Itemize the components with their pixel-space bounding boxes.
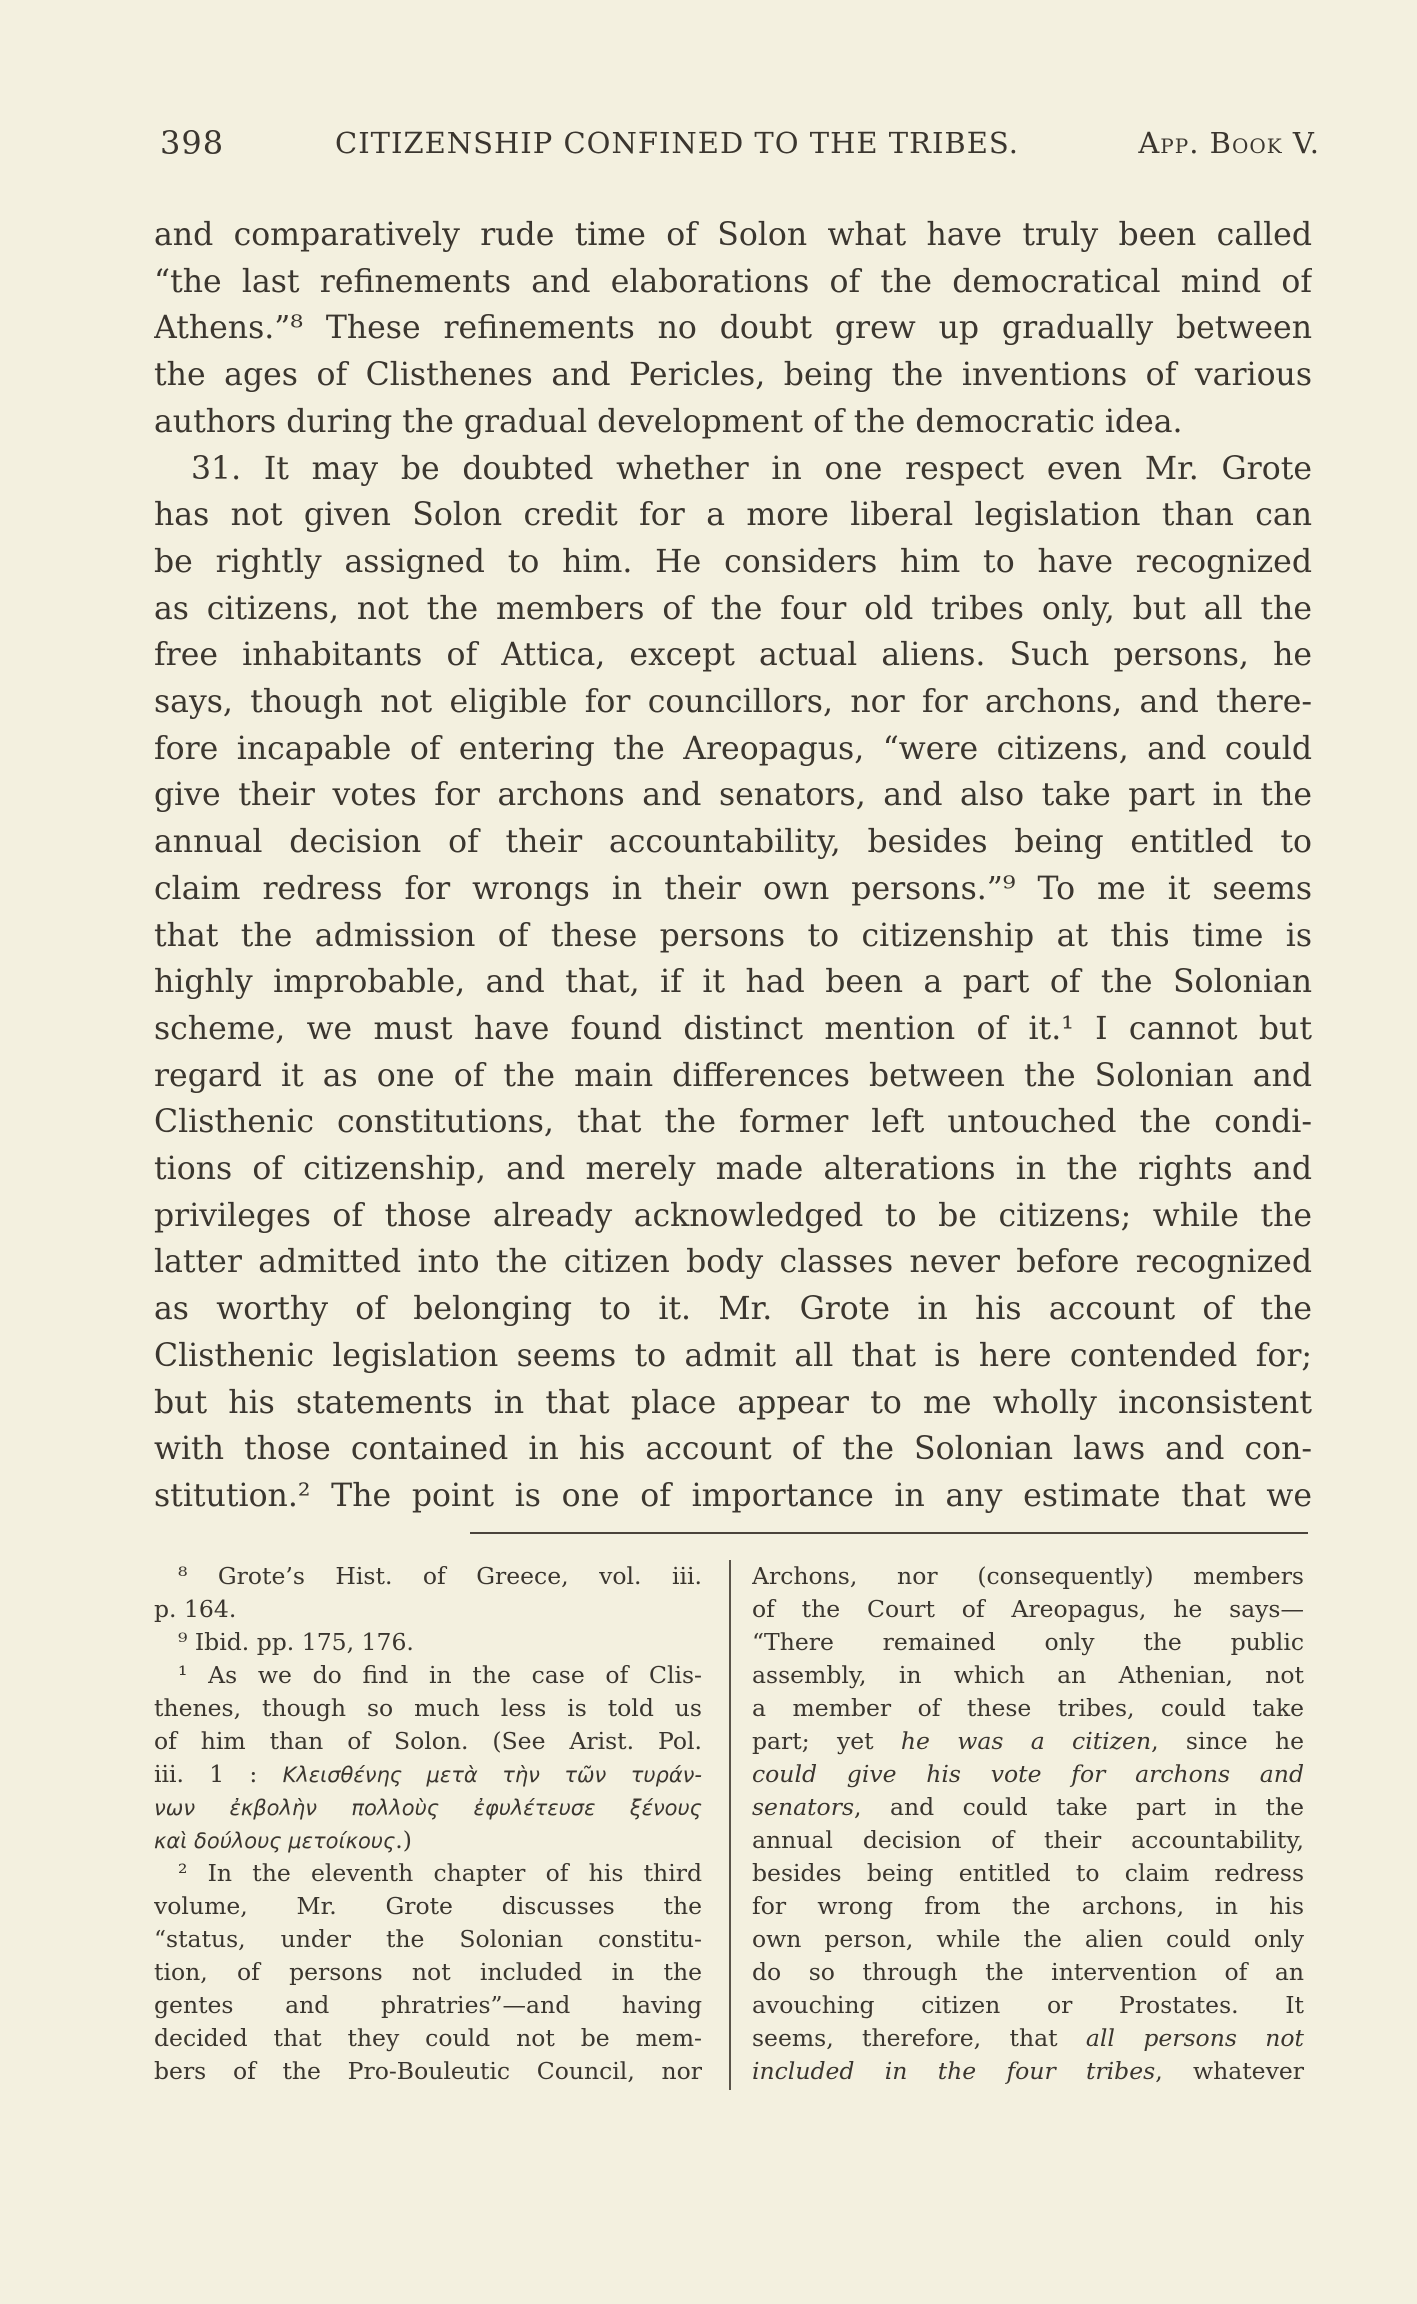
footnote-line [752,1890,1304,1923]
footnote-line [752,1989,1304,2022]
footnote-text: assembly, in which an Athenian, not [752,1661,1304,1689]
footnote-text: for wrong from the archons, in his [752,1892,1304,1920]
footnote-line [154,1989,702,2022]
footnote-line [154,1659,702,1692]
body-line: with those contained in his account of the Solonian laws and con- [154,1431,1312,1468]
footnote-line [752,2022,1304,2055]
book-reference: App. Book V. [1138,126,1320,160]
footnote-line [752,1824,1304,1857]
body-line: give their votes for archons and senators, and also take part in the [154,777,1312,814]
greek-quotation: καὶ δούλους μετοίκους [154,1829,396,1853]
footnote-line [154,2055,702,2088]
footnote-line [154,1758,702,1791]
footnote-line [752,1659,1304,1692]
footnote-line [752,1593,1304,1626]
footnote-text: own person, while the alien could only [752,1925,1304,1953]
body-line: annual decision of their accountability, besides being entitled to [154,824,1312,861]
running-title: CITIZENSHIP CONFINED TO THE TRIBES. [335,126,1019,160]
body-line: highly improbable, and that, if it had been a part of the Solonian [154,964,1312,1001]
italic-text: senators [752,1793,854,1821]
footnote-text: ² In the eleventh chapter of his third [178,1859,702,1887]
body-line: stitution.² The point is one of importance in any estimate that we [154,1477,1312,1514]
footnote-line [154,2022,702,2055]
footnote-text: “There remained only the public [752,1628,1304,1656]
footnote-text: of the Court of Areopagus, he says— [752,1595,1304,1623]
footnote-text: a member of these tribes, could take [752,1694,1304,1722]
greek-quotation: νων ἐκβολὴν πολλοὺς ἐφυλέτευσε ξένους [154,1796,702,1820]
footnote-text: avouching citizen or Prostates. It [752,1991,1304,2019]
footnote-text: do so through the intervention of an [752,1958,1304,1986]
footnote-line [154,1560,702,1593]
greek-quotation: Κλεισθένης μετὰ τὴν τῶν τυράν- [282,1763,702,1787]
body-line: authors during the gradual development of the democratic idea. [154,403,1183,440]
body-line: has not given Solon credit for a more liberal legislation than can [154,497,1312,534]
italic-text: he was a citizen [900,1727,1152,1755]
footnote-line [154,1824,702,1857]
footnote-line [154,1923,702,1956]
footnote-text: ⁸ Grote’s Hist. of Greece, vol. iii. [178,1562,702,1590]
body-line: but his statements in that place appear to me wholly inconsistent [154,1384,1312,1421]
body-line: Clisthenic constitutions, that the former left untouched the condi- [154,1104,1312,1141]
footnote-line [752,2055,1304,2088]
page-number: 398 [160,124,225,162]
footnote-line [752,1626,1304,1659]
footnote-line [154,1890,702,1923]
footnote-text: part; yet [752,1727,901,1755]
italic-text: included in the four tribes [752,2057,1156,2085]
footnote-text: of him than of Solon. (See Arist. Pol. [154,1727,702,1755]
running-header [160,124,1320,168]
body-line: Athens.”⁸ These refinements no doubt grew up gradually between [154,310,1312,347]
body-line: fore incapable of entering the Areopagus, “were citizens, and could [154,730,1312,767]
body-line: latter admitted into the citizen body classes never before recognized [154,1244,1312,1281]
footnote-text: Archons, nor (consequently) members [752,1562,1304,1590]
footnote-text: , and could take part in the [854,1793,1304,1821]
footnote-text: bers of the Pro-Bouleutic Council, nor [154,2057,702,2085]
footnote-text: tion, of persons not included in the [154,1958,702,1986]
footnote-text: volume, Mr. Grote discusses the [154,1892,702,1920]
body-line: privileges of those already acknowledged to be citizens; while the [154,1197,1312,1234]
body-line: regard it as one of the main differences between the Solonian and [154,1057,1312,1094]
body-line: Clisthenic legislation seems to admit all that is here contended for; [154,1337,1312,1374]
footnote-line [752,1956,1304,1989]
footnote-text: seems, therefore, that [752,2024,1086,2052]
body-line: as worthy of belonging to it. Mr. Grote in his account of the [154,1291,1312,1328]
body-line: the ages of Clisthenes and Pericles, being the inventions of various [154,357,1312,394]
footnote-text: p. 164. [154,1595,237,1623]
footnote-text: .) [395,1826,412,1854]
footnote-line [752,1692,1304,1725]
footnote-text: ⁹ Ibid. pp. 175, 176. [178,1628,414,1656]
footnote-text: , whatever [1155,2057,1304,2085]
body-line: tions of citizenship, and merely made alterations in the rights and [154,1151,1312,1187]
body-line: free inhabitants of Attica, except actual aliens. Such persons, he [154,637,1312,674]
footnote-text: iii. 1 : [154,1760,283,1788]
footnote-line [752,1560,1304,1593]
footnote-text: ¹ As we do find in the case of Clis- [178,1661,702,1689]
footnote-line [752,1758,1304,1791]
body-line: 31. It may be doubted whether in one respect even Mr. Grote [191,450,1312,487]
body-line: claim redress for wrongs in their own persons.”⁹ To me it seems [154,870,1312,907]
footnote-rule [470,1532,1308,1534]
footnote-text: , since he [1151,1727,1304,1755]
footnote-line [154,1956,702,1989]
footnote-line [154,1725,702,1758]
body-line: scheme, we must have found distinct mention of it.¹ I cannot but [154,1010,1312,1047]
footnote-line [154,1593,702,1626]
footnote-text: annual decision of their accountability, [752,1826,1304,1854]
body-line: says, though not eligible for councillors, nor for archons, and there- [154,684,1312,720]
body-line: “the last refinements and elaborations of the democratical mind of [154,263,1312,300]
footnote-text: gentes and phratries”—and having [154,1991,702,2019]
footnote-text: decided that they could not be mem- [154,2024,702,2052]
italic-text: all persons not [1085,2024,1304,2052]
footnote-line [752,1725,1304,1758]
footnote-line [154,1791,702,1824]
footnote-text: “status, under the Solonian constitu- [154,1925,702,1953]
footnote-text: besides being entitled to claim redress [752,1859,1304,1887]
footnote-text: thenes, though so much less is told us [154,1694,702,1722]
footnote-line [154,1692,702,1725]
body-line: and comparatively rude time of Solon what have truly been called [154,217,1312,253]
footnote-column-divider [729,1560,731,2090]
body-line: that the admission of these persons to citizenship at this time is [154,917,1312,954]
footnote-line [154,1857,702,1890]
footnote-line [154,1626,702,1659]
body-line: be rightly assigned to him. He considers him to have recognized [154,543,1312,580]
footnote-line [752,1857,1304,1890]
footnote-line [752,1791,1304,1824]
footnote-line [752,1923,1304,1956]
body-line: as citizens, not the members of the four old tribes only, but all the [154,590,1312,627]
italic-text: could give his vote for archons and [752,1760,1304,1788]
